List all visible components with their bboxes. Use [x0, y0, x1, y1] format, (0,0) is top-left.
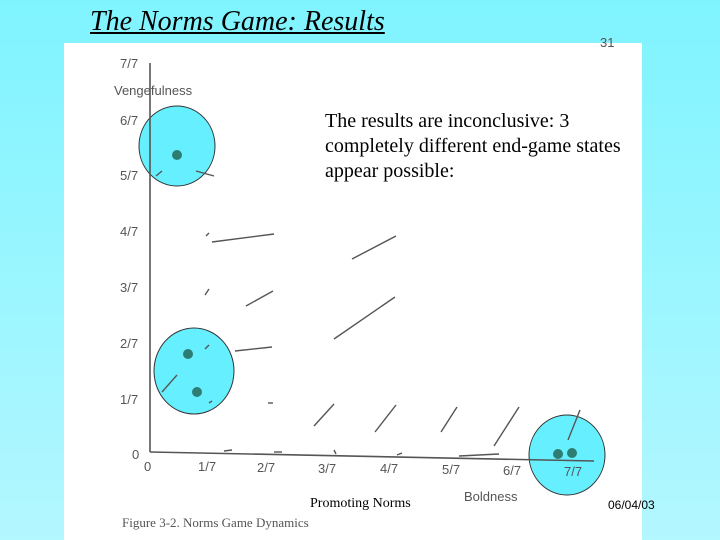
- x-tick-label: 0: [144, 459, 152, 474]
- y-axis-label: Vengefulness: [114, 83, 193, 98]
- highlight-circle-middle: [154, 328, 234, 414]
- x-tick-label: 6/7: [503, 463, 522, 478]
- flow-arrow: [235, 347, 272, 351]
- x-axis-label: Boldness: [464, 489, 518, 504]
- equilibrium-dot: [567, 448, 577, 458]
- y-tick-label: 6/7: [120, 113, 139, 128]
- equilibrium-dot: [553, 449, 563, 459]
- equilibrium-dot: [183, 349, 193, 359]
- page-mark: 31: [600, 35, 615, 50]
- flow-arrow: [494, 407, 519, 446]
- flow-arrow: [334, 297, 395, 339]
- y-tick-label: 0: [132, 447, 140, 462]
- flow-arrow: [205, 289, 209, 295]
- flow-arrow: [224, 450, 232, 451]
- flow-arrow: [212, 234, 274, 242]
- highlight-circle-corner: [529, 415, 605, 495]
- footer-date: 06/04/03: [608, 498, 655, 512]
- figure-caption: Figure 3-2. Norms Game Dynamics: [122, 515, 309, 530]
- flow-arrow: [441, 407, 457, 432]
- footer-title: Promoting Norms: [310, 496, 411, 511]
- flow-arrow: [206, 233, 209, 236]
- x-tick-label: 5/7: [442, 462, 461, 477]
- flow-arrows: [156, 171, 580, 456]
- flow-arrow: [459, 454, 499, 456]
- flow-arrow: [397, 453, 402, 455]
- y-tick-label: 1/7: [120, 392, 139, 407]
- equilibrium-dot: [192, 387, 202, 397]
- y-tick-label: 3/7: [120, 280, 139, 295]
- y-tick-label: 5/7: [120, 168, 139, 183]
- x-tick-label: 1/7: [198, 459, 217, 474]
- x-tick-label: 7/7: [564, 464, 583, 479]
- flow-arrow: [246, 291, 273, 306]
- flow-arrow: [314, 404, 334, 426]
- flow-arrow: [334, 450, 336, 454]
- x-tick-label: 2/7: [257, 460, 276, 475]
- slide-title: The Norms Game: Results: [90, 6, 385, 37]
- flow-arrow: [375, 405, 396, 432]
- flow-arrow: [352, 236, 396, 259]
- y-tick-label: 7/7: [120, 56, 139, 71]
- equilibrium-dot: [172, 150, 182, 160]
- x-axis-line: [150, 452, 594, 461]
- equilibrium-dots: [172, 150, 577, 459]
- scanned-figure: [64, 35, 642, 540]
- y-tick-label: 2/7: [120, 336, 139, 351]
- x-tick-label: 4/7: [380, 461, 399, 476]
- results-callout: The results are inconclusive: 3 completely different end-game states appear possible:: [325, 110, 621, 182]
- x-tick-label: 3/7: [318, 461, 337, 476]
- y-tick-label: 4/7: [120, 224, 139, 239]
